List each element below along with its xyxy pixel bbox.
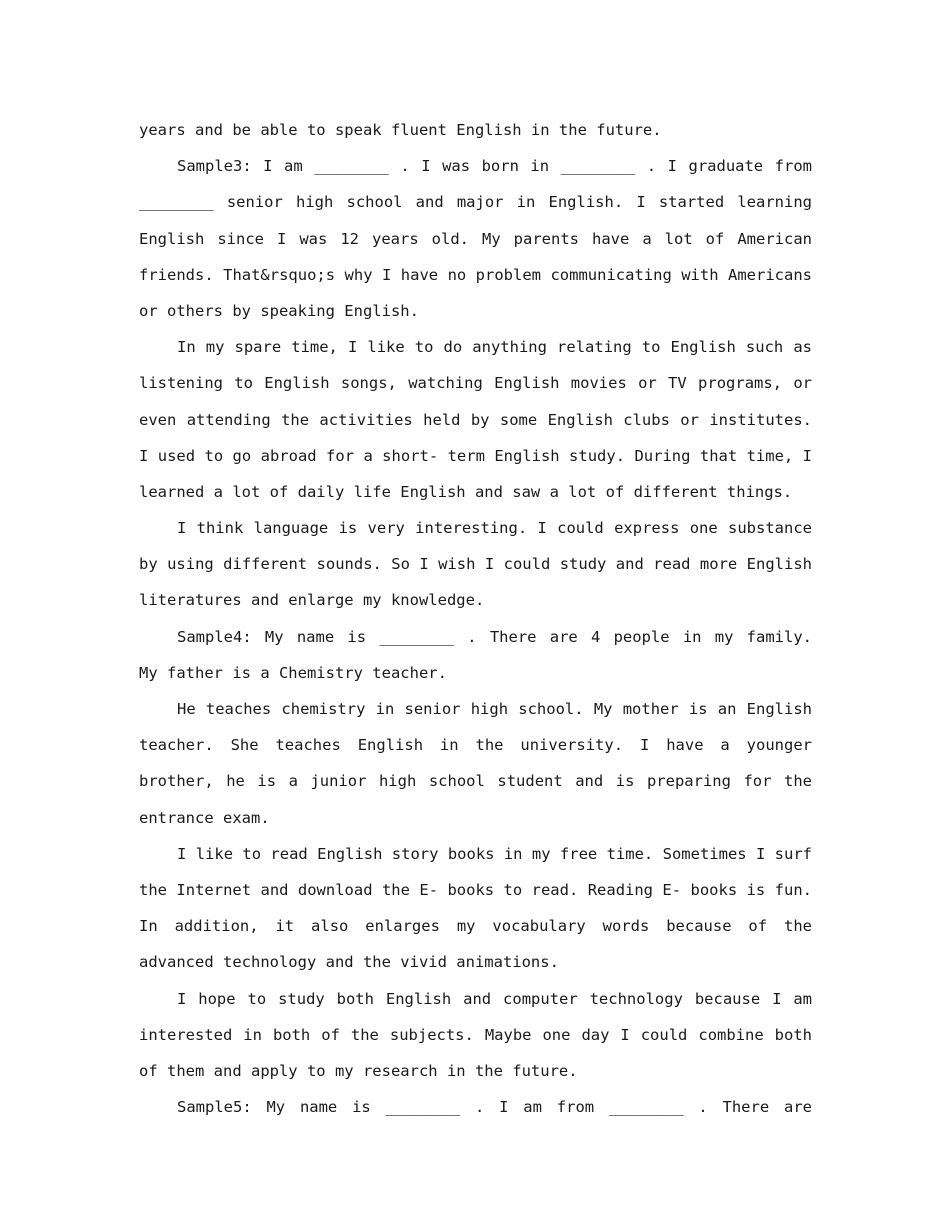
text-line: ________ senior high school and major in English. I started learning: [139, 193, 812, 212]
text-line: I used to go abroad for a short- term English study. During that time, I: [139, 446, 812, 465]
text-line: or others by speaking English.: [139, 301, 419, 320]
document-body: [139, 112, 812, 1125]
text-line: In addition, it also enlarges my vocabulary words because of the: [139, 917, 812, 936]
text-line: entrance exam.: [139, 808, 270, 827]
text-line: interested in both of the subjects. Maybe one day I could combine both: [139, 1025, 812, 1044]
text-line: English since I was 12 years old. My parents have a lot of American: [139, 229, 812, 248]
text-line: years and be able to speak fluent English in the future.: [139, 121, 662, 139]
text-line: of them and apply to my research in the future.: [139, 1061, 578, 1080]
text-line: literatures and enlarge my knowledge.: [139, 591, 485, 610]
text-line: Sample3: I am ________ . I was born in ________ . I graduate from: [177, 157, 812, 176]
text-line: brother, he is a junior high school student and is preparing for the: [139, 772, 812, 791]
text-line: teacher. She teaches English in the university. I have a younger: [139, 736, 812, 755]
text-line: by using different sounds. So I wish I could study and read more English: [139, 555, 812, 574]
text-line: the Internet and download the E- books to read. Reading E- books is fun.: [139, 880, 812, 899]
text-line: listening to English songs, watching English movies or TV programs, or: [139, 374, 812, 393]
text-line: I hope to study both English and computer technology because I am: [177, 989, 812, 1008]
text-line: friends. That&rsquo;s why I have no problem communicating with Americans: [139, 265, 812, 284]
text-line: advanced technology and the vivid animations.: [139, 953, 559, 972]
text-line: In my spare time, I like to do anything relating to English such as: [177, 338, 812, 357]
text-line: Sample5: My name is ________ . I am from ________ . There are: [177, 1098, 812, 1117]
text-line: even attending the activities held by some English clubs or institutes.: [139, 410, 812, 429]
text-line: learned a lot of daily life English and saw a lot of different things.: [139, 482, 793, 501]
text-line: Sample4: My name is ________ . There are 4 people in my family.: [177, 627, 812, 646]
text-line: I think language is very interesting. I could express one substance: [177, 519, 812, 538]
text-line: My father is a Chemistry teacher.: [139, 663, 447, 682]
text-line: He teaches chemistry in senior high school. My mother is an English: [177, 700, 812, 718]
text-line: I like to read English story books in my free time. Sometimes I surf: [177, 844, 812, 863]
